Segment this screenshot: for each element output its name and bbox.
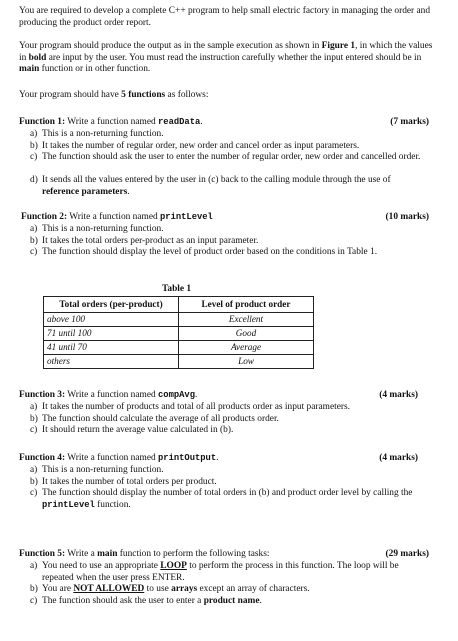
function-5-marks: (29 marks) xyxy=(385,549,429,559)
function-3-list xyxy=(30,402,430,437)
list-item: b) The function should calculate the average of all products order. xyxy=(30,413,279,424)
function-4-marks: (4 marks) xyxy=(379,453,418,463)
intro-paragraph-2: Your program should produce the output as in the sample execution as shown in Figure 1, in which the values in bold are input by the user. You must read the instruction carefully whether the input entered should be in main function or in other function. xyxy=(19,41,433,74)
list-item: b) It takes the total orders per-product as an input parameter. xyxy=(30,235,259,246)
list-item: b) It takes the number of regular order, new order and cancel order as input parameters. xyxy=(30,140,360,151)
table-row: above 100 Excellent xyxy=(44,312,314,326)
table-row: 71 until 100 Good xyxy=(44,326,314,340)
function-1-marks: (7 marks) xyxy=(390,117,429,127)
table-header-row xyxy=(44,297,314,313)
list-item: a) You need to use an appropriate LOOP to perform the process in this function. The loop will be repeated when the user press ENTER. xyxy=(30,561,399,583)
table-caption: Table 1 xyxy=(162,284,192,294)
column-header-level: Level of product order xyxy=(179,297,314,313)
list-item: a) It takes the number of products and total of all products order as input parameters. xyxy=(30,402,350,412)
function-2-heading: Function 2: Write a function named printLevel (10 marks) xyxy=(21,212,429,222)
list-item: c) The function should ask the user to enter a product name. xyxy=(30,595,262,606)
function-4-list xyxy=(30,465,415,511)
list-item: c) The function should ask the user to enter the number of regular order, new order and cancelled order. xyxy=(30,152,421,162)
list-item: b) You are NOT ALLOWED to use arrays except an array of characters. xyxy=(30,584,310,594)
function-2-list xyxy=(30,224,420,270)
function-2-marks: (10 marks) xyxy=(385,212,429,222)
list-item: c) It should return the average value calculated in (b). xyxy=(30,425,234,435)
table-row: others Low xyxy=(44,354,314,368)
function-5-list xyxy=(30,561,428,607)
function-5-heading: Function 5: Write a main function to perform the following tasks: (29 marks) xyxy=(19,549,429,559)
list-item: a) This is a non-returning function. xyxy=(30,129,164,139)
list-item: a) This is a non-returning function. xyxy=(30,465,164,475)
list-item: a) This is a non-returning function. xyxy=(30,224,164,234)
function-3-heading: Function 3: Write a function named compAvg. (4 marks) xyxy=(19,390,418,400)
function-4-heading: Function 4: Write a function named printOutput. (4 marks) xyxy=(19,453,418,463)
function-1-list xyxy=(30,129,430,198)
intro-paragraph-3: Your program should have 5 functions as follows: xyxy=(19,90,209,100)
product-level-table xyxy=(43,296,314,369)
list-item: d) It sends all the values entered by the user in (c) back to the calling module through the use of reference parameters. xyxy=(30,175,391,197)
column-header-total-orders: Total orders (per-product) xyxy=(44,297,179,313)
function-3-marks: (4 marks) xyxy=(379,390,418,400)
list-item: c) The function should display the number of total orders in (b) and product order level by calling the printLevel function. xyxy=(30,488,413,510)
function-1-heading: Function 1: Write a function named readData. (7 marks) xyxy=(19,117,429,127)
list-item: b) It takes the number of total orders per product. xyxy=(30,476,217,487)
intro-paragraph-1: You are required to develop a complete C++ program to help small electric factory in managing the order and producing the product order report. xyxy=(19,6,431,28)
list-item: c) The function should display the level of product order based on the conditions in Table 1. xyxy=(30,247,378,257)
table-row: 41 until 70 Average xyxy=(44,340,314,354)
